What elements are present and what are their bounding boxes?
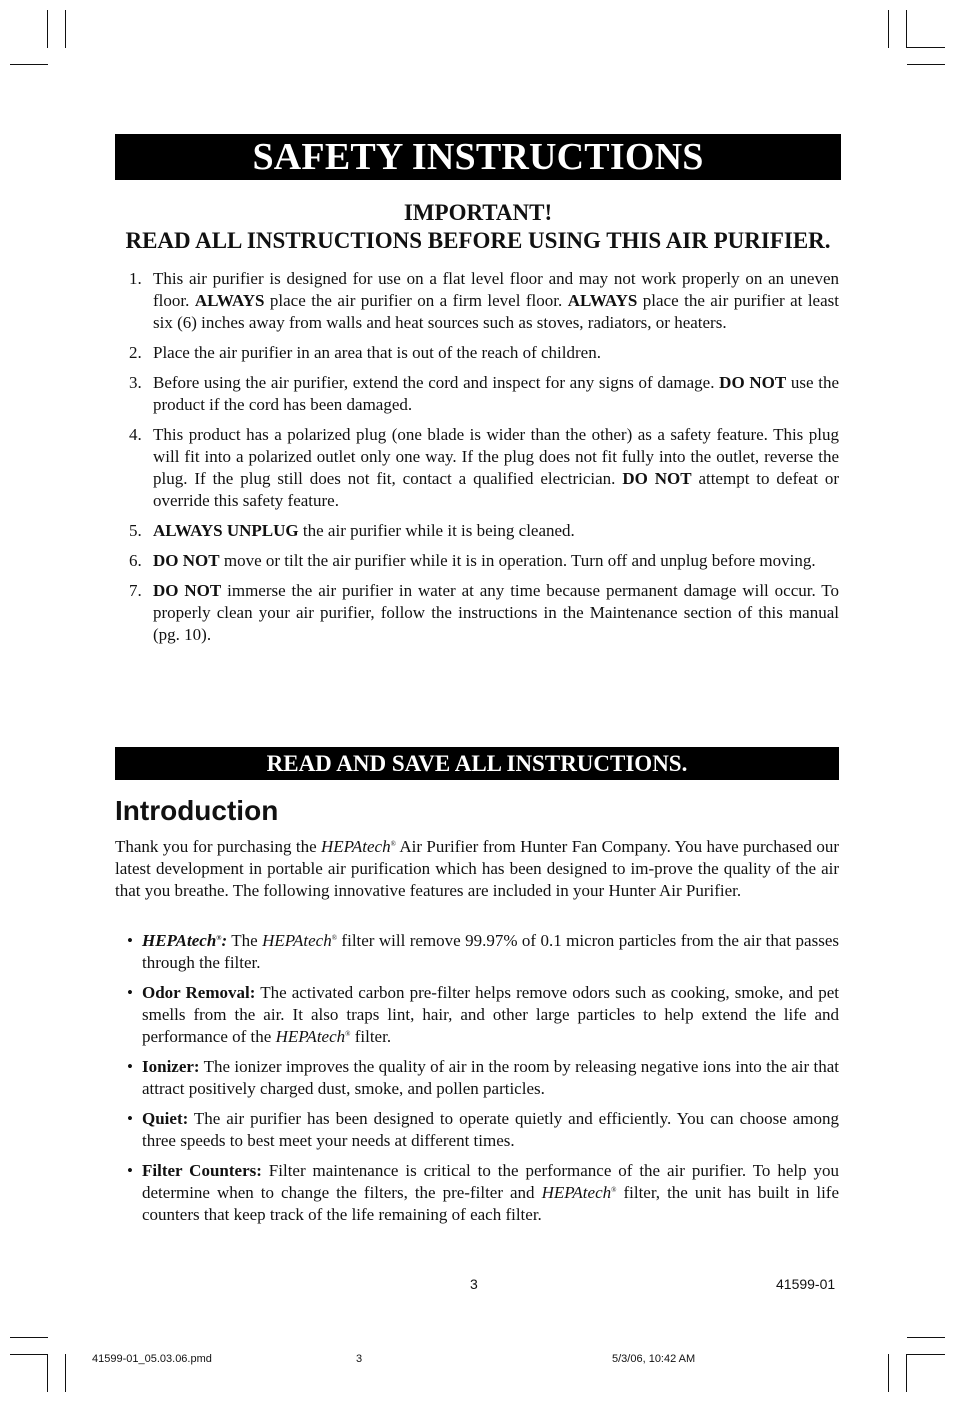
- feature-label: HEPAtech: [142, 931, 217, 950]
- feature-list: [115, 930, 839, 1234]
- item-text: immerse the air purifier in water at any time because permanent damage will occur. To properly clean your air purifier, follow the instructions in the Maintenance section of this manual (pg. 10).: [153, 581, 840, 644]
- item-emphasis: DO NOT: [622, 469, 692, 488]
- feature-text: The: [227, 931, 263, 950]
- feature-text: The air purifier has been designed to operate quietly and efficiently. You can choose among three speeds to best meet your needs at different times.: [142, 1109, 839, 1150]
- feature-filter-counters: [115, 1160, 839, 1226]
- important-line: IMPORTANT!: [403, 200, 553, 225]
- crop-mark: [888, 1354, 889, 1392]
- page-number: 3: [470, 1276, 478, 1292]
- intro-text: Thank you for purchasing the: [115, 837, 322, 856]
- feature-ionizer: [115, 1056, 839, 1100]
- document-number: 41599-01: [776, 1276, 836, 1292]
- crop-mark: [888, 10, 889, 48]
- item-text: attempt to defeat or override this safety feature.: [153, 469, 839, 510]
- item-text: place the air purifier on a firm level floor.: [264, 291, 568, 310]
- intro-text: Air Purifier from Hunter Fan Company. You have purchased our latest development in portable air purification which has been designed to im-prove the quality of the air that you breathe. The following innovative features are included in your Hunter Air Purifier.: [115, 837, 839, 900]
- registered-mark: ®: [345, 1030, 351, 1038]
- feature-odor-removal: [115, 982, 839, 1048]
- item-emphasis: ALWAYS: [567, 291, 638, 310]
- bullet-icon: •: [127, 983, 133, 1002]
- feature-label: Ionizer:: [142, 1057, 200, 1076]
- footer-filename: 41599-01_05.03.06.pmd: [92, 1353, 212, 1365]
- crop-mark: [906, 1354, 907, 1392]
- item-emphasis: ALWAYS: [194, 291, 265, 310]
- footer-page: 3: [356, 1353, 363, 1365]
- feature-text: The ionizer improves the quality of air in the room by releasing negative ions into the air that attract positively charged dust, smoke, and pollen particles.: [142, 1057, 839, 1098]
- item-number: 1.: [129, 269, 142, 288]
- registered-mark: ®: [611, 1186, 617, 1194]
- brand-name: HEPAtech: [321, 837, 391, 856]
- feature-text: filter.: [350, 1027, 392, 1046]
- feature-label: Filter Counters:: [142, 1161, 262, 1180]
- item-emphasis: DO NOT: [153, 551, 220, 570]
- page-title: SAFETY INSTRUCTIONS: [115, 134, 841, 180]
- safety-item-5: [115, 520, 839, 542]
- item-text: use the product if the cord has been damaged.: [153, 373, 839, 414]
- item-text: Place the air purifier in an area that is out of the reach of children.: [153, 343, 601, 362]
- save-instructions-banner: READ AND SAVE ALL INSTRUCTIONS.: [115, 747, 839, 780]
- crop-mark: [47, 10, 48, 48]
- crop-mark: [10, 1354, 48, 1355]
- safety-item-3: [115, 372, 839, 416]
- feature-quiet: [115, 1108, 839, 1152]
- feature-text: Filter maintenance is critical to the performance of the air purifier. To help you determine when to change the filters, the pre-filter and: [142, 1161, 839, 1202]
- item-emphasis: DO NOT: [719, 373, 787, 392]
- item-emphasis: ALWAYS UNPLUG: [153, 521, 299, 540]
- item-number: 4.: [129, 425, 142, 444]
- feature-colon: :: [221, 931, 228, 950]
- safety-item-7: [115, 580, 839, 646]
- safety-item-1: [115, 268, 839, 334]
- feature-label: Odor Removal:: [142, 983, 256, 1002]
- brand-name: HEPAtech: [262, 931, 332, 950]
- item-text: move or tilt the air purifier while it is in operation. Turn off and unplug before moving.: [219, 551, 816, 570]
- registered-mark: ®: [390, 840, 396, 848]
- safety-item-4: [115, 424, 839, 512]
- crop-mark: [907, 1337, 945, 1338]
- bullet-icon: •: [127, 931, 133, 950]
- feature-text: The activated carbon pre-filter helps remove odors such as cooking, smoke, and pet smells from the air. It also traps lint, hair, and other large particles to help extend the life and performance of the: [142, 983, 839, 1046]
- bullet-icon: •: [127, 1057, 133, 1076]
- intro-paragraph: [115, 836, 839, 902]
- feature-text: filter, the unit has built in life counters that keep track of the life remaining of each filter.: [142, 1183, 839, 1224]
- feature-text: filter will remove 99.97% of 0.1 micron particles from the air that passes through the filter.: [142, 931, 839, 972]
- crop-mark: [65, 10, 66, 48]
- item-number: 3.: [129, 373, 142, 392]
- crop-mark: [47, 1354, 48, 1392]
- crop-mark: [906, 10, 907, 48]
- crop-mark: [65, 1354, 66, 1392]
- safety-list: [115, 268, 839, 654]
- registered-mark: ®: [331, 934, 338, 942]
- introduction-heading: Introduction: [115, 795, 279, 826]
- item-text: This product has a polarized plug (one blade is wider than the other) as a safety feature. This plug will fit into a polarized outlet only one way. If the plug does not fit fully into the outlet, reverse the plug. If the plug still does not fit, contact a qualified electrician.: [153, 425, 839, 488]
- crop-mark: [907, 64, 945, 65]
- crop-mark: [10, 64, 48, 65]
- feature-label: Quiet:: [142, 1109, 189, 1128]
- crop-mark: [907, 1354, 945, 1355]
- item-text: place the air purifier at least six (6) inches away from walls and heat sources such as stoves, radiators, or heaters.: [153, 291, 839, 332]
- crop-mark: [10, 1337, 48, 1338]
- bullet-icon: •: [127, 1161, 133, 1180]
- brand-name: HEPAtech: [275, 1027, 346, 1046]
- item-emphasis: DO NOT: [153, 581, 222, 600]
- safety-item-2: [115, 342, 839, 364]
- item-text: This air purifier is designed for use on a flat level floor and may not work properly on an uneven floor.: [153, 269, 839, 310]
- bullet-icon: •: [127, 1109, 133, 1128]
- item-text: the air purifier while it is being cleaned.: [298, 521, 575, 540]
- safety-item-6: [115, 550, 839, 572]
- registered-mark: ®: [216, 934, 222, 942]
- item-number: 5.: [129, 521, 142, 540]
- brand-name: HEPAtech: [541, 1183, 612, 1202]
- item-text: Before using the air purifier, extend the cord and inspect for any signs of damage.: [153, 373, 720, 392]
- footer-timestamp: 5/3/06, 10:42 AM: [612, 1353, 696, 1365]
- item-number: 2.: [129, 343, 142, 362]
- important-heading: [100, 199, 856, 255]
- read-all-line: READ ALL INSTRUCTIONS BEFORE USING THIS AIR PURIFIER.: [125, 228, 831, 253]
- item-number: 7.: [129, 581, 142, 600]
- crop-mark: [907, 47, 945, 48]
- item-number: 6.: [129, 551, 142, 570]
- feature-hepatech: [115, 930, 839, 974]
